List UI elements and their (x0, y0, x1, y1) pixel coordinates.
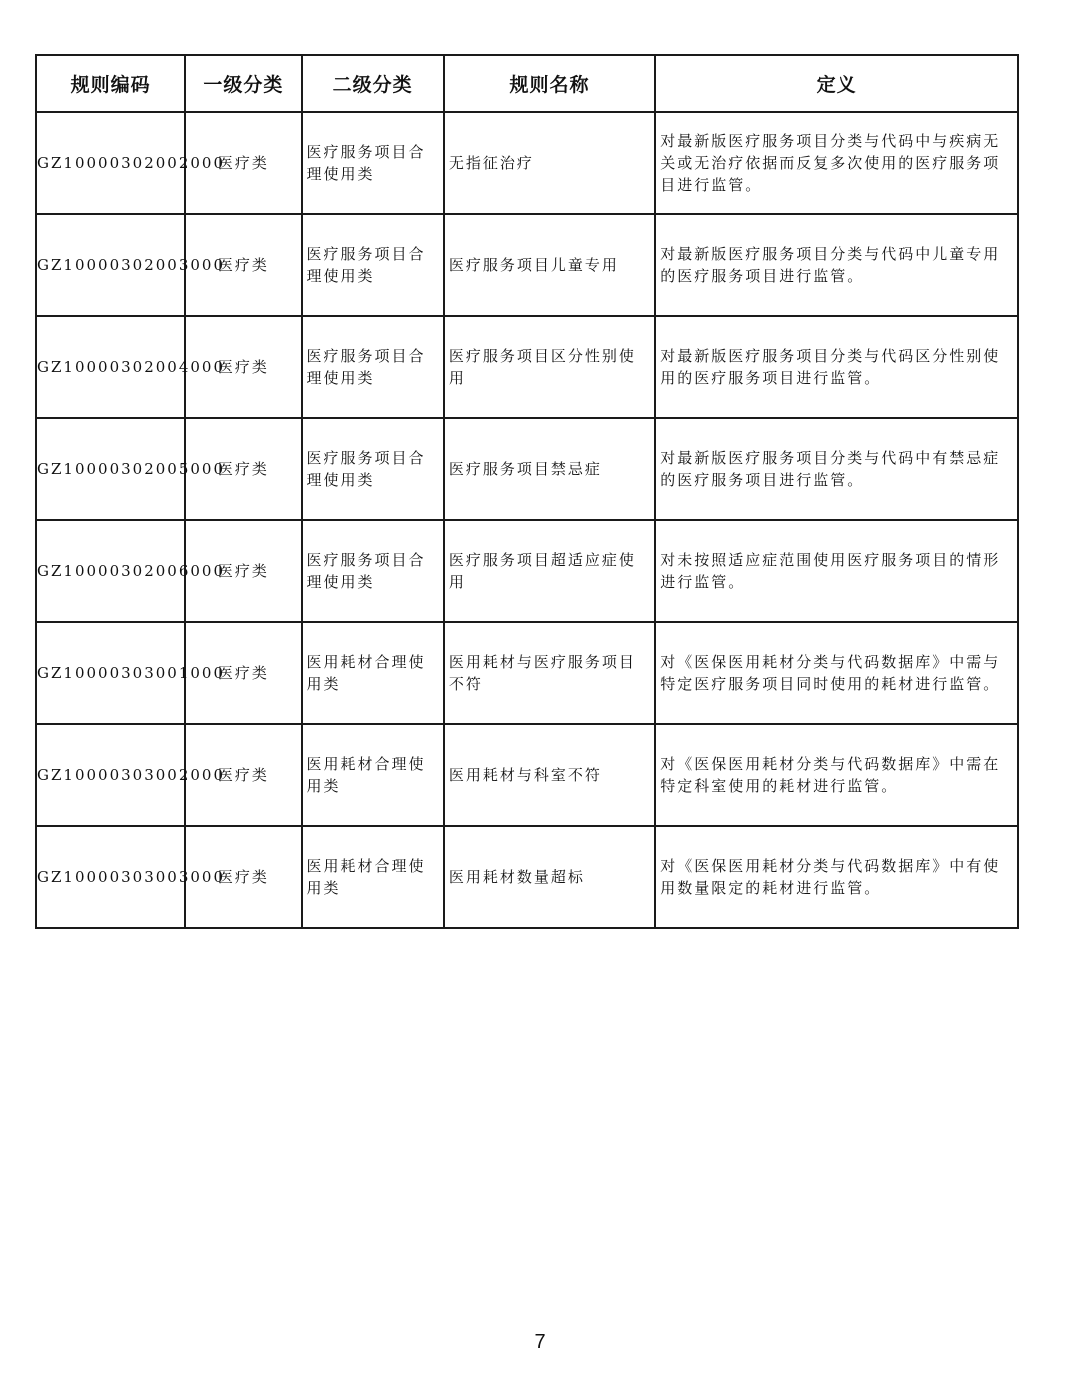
rule-name-cell (444, 622, 655, 724)
rule-code-cell: GZ10000302006000 (36, 520, 185, 622)
level2-text: 医疗服务项目合理使用类 (306, 245, 426, 285)
rule-name-text: 无指征治疗 (448, 154, 534, 172)
header-definition: 定义 (655, 55, 1018, 112)
definition-cell (655, 214, 1018, 316)
rules-table (35, 54, 1019, 929)
rule-name-text: 医疗服务项目区分性别使用 (448, 347, 636, 387)
rule-name-cell (444, 316, 655, 418)
level1-cell: 医疗类 (185, 316, 301, 418)
level2-cell (302, 214, 444, 316)
level2-cell (302, 622, 444, 724)
level1-cell: 医疗类 (185, 214, 301, 316)
rule-code-cell: GZ10000302003000 (36, 214, 185, 316)
rule-code-cell: GZ10000303002000 (36, 724, 185, 826)
definition-text: 对《医保医用耗材分类与代码数据库》中有使用数量限定的耗材进行监管。 (660, 857, 1001, 897)
definition-cell (655, 826, 1018, 928)
level2-text: 医用耗材合理使用类 (306, 857, 426, 897)
page-number: 7 (534, 1331, 546, 1353)
level2-text: 医疗服务项目合理使用类 (306, 143, 426, 183)
header-level1-category: 一级分类 (185, 55, 301, 112)
level2-cell (302, 724, 444, 826)
rule-code-cell: GZ10000303001000 (36, 622, 185, 724)
table-row (36, 826, 1018, 928)
rule-name-text: 医用耗材与科室不符 (448, 766, 602, 784)
level2-cell (302, 112, 444, 214)
level2-cell (302, 316, 444, 418)
rule-name-text: 医用耗材与医疗服务项目不符 (448, 653, 636, 693)
rule-code-cell: GZ10000302002000 (36, 112, 185, 214)
definition-cell (655, 724, 1018, 826)
table-row (36, 622, 1018, 724)
level2-text: 医用耗材合理使用类 (306, 653, 426, 693)
level2-text: 医疗服务项目合理使用类 (306, 449, 426, 489)
rule-name-cell (444, 112, 655, 214)
table-row (36, 112, 1018, 214)
level1-cell: 医疗类 (185, 418, 301, 520)
header-level2-category: 二级分类 (302, 55, 444, 112)
definition-cell (655, 418, 1018, 520)
rule-name-cell (444, 724, 655, 826)
definition-text: 对未按照适应症范围使用医疗服务项目的情形进行监管。 (660, 551, 1001, 591)
rule-name-text: 医用耗材数量超标 (448, 868, 585, 886)
rule-name-text: 医疗服务项目儿童专用 (448, 256, 619, 274)
definition-text: 对最新版医疗服务项目分类与代码中儿童专用的医疗服务项目进行监管。 (660, 245, 1001, 285)
level1-cell: 医疗类 (185, 622, 301, 724)
rule-code-cell: GZ10000302005000 (36, 418, 185, 520)
definition-cell (655, 316, 1018, 418)
level2-text: 医疗服务项目合理使用类 (306, 347, 426, 387)
table-header-row (36, 55, 1018, 112)
table-row (36, 520, 1018, 622)
rule-name-cell (444, 418, 655, 520)
level1-cell: 医疗类 (185, 724, 301, 826)
header-rule-name: 规则名称 (444, 55, 655, 112)
definition-text: 对《医保医用耗材分类与代码数据库》中需与特定医疗服务项目同时使用的耗材进行监管。 (660, 653, 1001, 693)
table-row (36, 214, 1018, 316)
table-row (36, 316, 1018, 418)
level2-cell (302, 520, 444, 622)
table-row (36, 724, 1018, 826)
header-rule-code: 规则编码 (36, 55, 185, 112)
level2-text: 医疗服务项目合理使用类 (306, 551, 426, 591)
table-row (36, 418, 1018, 520)
rule-name-cell (444, 214, 655, 316)
level1-cell: 医疗类 (185, 826, 301, 928)
level1-cell: 医疗类 (185, 520, 301, 622)
rule-name-text: 医疗服务项目禁忌症 (448, 460, 602, 478)
level1-cell: 医疗类 (185, 112, 301, 214)
rule-name-cell (444, 826, 655, 928)
definition-cell (655, 520, 1018, 622)
level2-text: 医用耗材合理使用类 (306, 755, 426, 795)
definition-text: 对最新版医疗服务项目分类与代码区分性别使用的医疗服务项目进行监管。 (660, 347, 1001, 387)
level2-cell (302, 418, 444, 520)
rule-name-cell (444, 520, 655, 622)
rule-code-cell: GZ10000302004000 (36, 316, 185, 418)
rule-name-text: 医疗服务项目超适应症使用 (448, 551, 636, 591)
rule-code-cell: GZ10000303003000 (36, 826, 185, 928)
definition-text: 对最新版医疗服务项目分类与代码中与疾病无关或无治疗依据而反复多次使用的医疗服务项目进行监管。 (660, 132, 1001, 194)
definition-cell (655, 622, 1018, 724)
definition-text: 对《医保医用耗材分类与代码数据库》中需在特定科室使用的耗材进行监管。 (660, 755, 1001, 795)
definition-cell (655, 112, 1018, 214)
definition-text: 对最新版医疗服务项目分类与代码中有禁忌症的医疗服务项目进行监管。 (660, 449, 1001, 489)
level2-cell (302, 826, 444, 928)
